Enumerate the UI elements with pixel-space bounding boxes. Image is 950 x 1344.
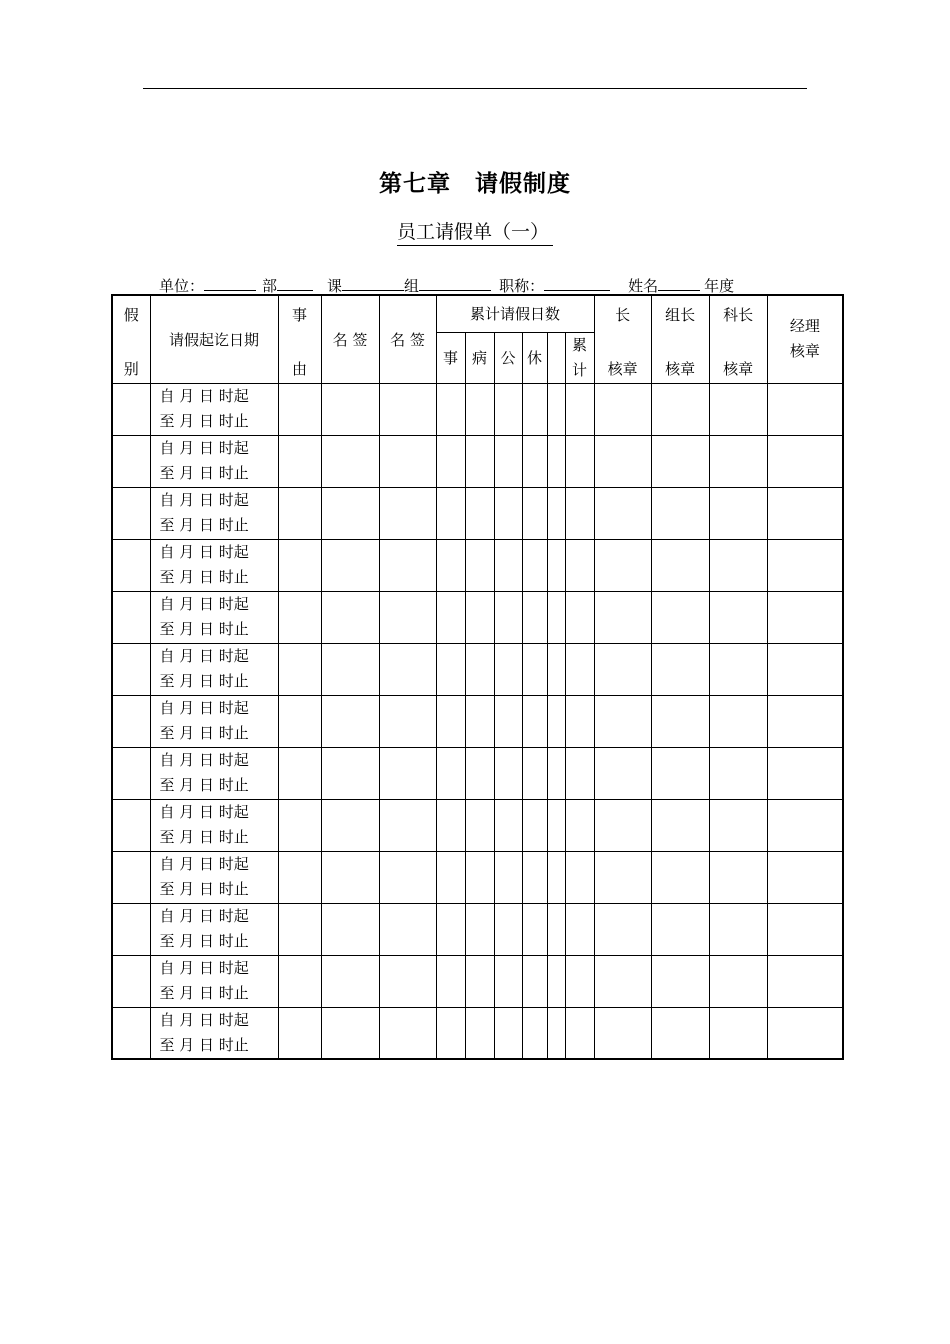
header-section-chief (709, 295, 767, 383)
days-blank-cell[interactable] (547, 747, 565, 799)
period-from: 自 月 日 时起 (159, 595, 249, 613)
days-official-cell[interactable] (494, 539, 522, 591)
days-total-cell[interactable] (565, 1007, 594, 1059)
days-official-cell[interactable] (494, 643, 522, 695)
days-sick-cell[interactable] (465, 851, 494, 903)
reason-cell[interactable] (278, 591, 321, 643)
sign-2-cell[interactable] (379, 695, 436, 747)
period-cell[interactable] (150, 643, 278, 695)
section-chief-stamp-cell[interactable] (709, 643, 767, 695)
days-personal-cell[interactable] (436, 487, 465, 539)
period-to: 至 月 日 时止 (159, 828, 249, 846)
manager-stamp-cell[interactable] (767, 851, 843, 903)
sign-2-cell[interactable] (379, 591, 436, 643)
sign-1-cell[interactable] (321, 799, 379, 851)
leave-type-cell[interactable] (112, 955, 150, 1007)
table-row (112, 747, 843, 799)
days-total-cell[interactable] (565, 591, 594, 643)
header-reason-top: 事 (291, 306, 307, 324)
days-personal-cell[interactable] (436, 435, 465, 487)
title-blank[interactable] (544, 276, 610, 291)
sign-2-cell[interactable] (379, 799, 436, 851)
days-rest-cell[interactable] (522, 799, 547, 851)
days-blank-cell[interactable] (547, 903, 565, 955)
chief-stamp-cell[interactable] (594, 955, 651, 1007)
days-rest-cell[interactable] (522, 955, 547, 1007)
form-title: 员工请假单（一） (397, 221, 553, 246)
days-sick-cell[interactable] (465, 903, 494, 955)
leave-form-table (111, 294, 844, 1060)
section-chief-stamp-cell[interactable] (709, 695, 767, 747)
reason-cell[interactable] (278, 1007, 321, 1059)
leave-type-cell[interactable] (112, 747, 150, 799)
table-row (112, 643, 843, 695)
name-label: 姓名 (628, 277, 659, 295)
days-total-cell[interactable] (565, 955, 594, 1007)
section-label: 课 (327, 277, 343, 295)
days-total-cell[interactable] (565, 851, 594, 903)
header-leave-type-top: 假 (123, 306, 139, 324)
table-row (112, 435, 843, 487)
period-cell[interactable] (150, 695, 278, 747)
leave-type-cell[interactable] (112, 643, 150, 695)
year-label: 年度 (704, 277, 735, 295)
header-manager (767, 295, 843, 383)
header-row-1 (112, 295, 843, 332)
chief-stamp-cell[interactable] (594, 539, 651, 591)
info-line (159, 275, 734, 295)
manager-stamp-cell[interactable] (767, 747, 843, 799)
days-sick-cell[interactable] (465, 1007, 494, 1059)
days-rest-cell[interactable] (522, 487, 547, 539)
manager-stamp-cell[interactable] (767, 539, 843, 591)
period-cell[interactable] (150, 747, 278, 799)
days-total-cell[interactable] (565, 799, 594, 851)
days-rest-cell[interactable] (522, 435, 547, 487)
days-total-cell[interactable] (565, 643, 594, 695)
table-row (112, 591, 843, 643)
days-total-cell[interactable] (565, 747, 594, 799)
sign-2-cell[interactable] (379, 487, 436, 539)
leave-type-cell[interactable] (112, 435, 150, 487)
section-chief-stamp-cell[interactable] (709, 539, 767, 591)
days-personal-cell[interactable] (436, 1007, 465, 1059)
header-chief (594, 295, 651, 383)
sign-1-cell[interactable] (321, 435, 379, 487)
period-to: 至 月 日 时止 (159, 724, 249, 742)
days-sick-cell[interactable] (465, 643, 494, 695)
reason-cell[interactable] (278, 539, 321, 591)
manager-stamp-cell[interactable] (767, 799, 843, 851)
days-personal-cell[interactable] (436, 383, 465, 435)
period-cell[interactable] (150, 539, 278, 591)
days-official-cell[interactable] (494, 799, 522, 851)
reason-cell[interactable] (278, 747, 321, 799)
group-leader-stamp-cell[interactable] (651, 851, 709, 903)
table-row (112, 539, 843, 591)
header-sign-2: 名 签 (379, 295, 436, 383)
header-reason-bottom: 由 (291, 359, 307, 378)
period-from: 自 月 日 时起 (159, 491, 249, 509)
reason-cell[interactable] (278, 643, 321, 695)
section-chief-stamp-cell[interactable] (709, 903, 767, 955)
chief-stamp-cell[interactable] (594, 435, 651, 487)
header-group-leader-top: 组长 (665, 306, 696, 324)
header-leave-type (112, 295, 150, 383)
period-to: 至 月 日 时止 (159, 620, 249, 638)
days-blank-cell[interactable] (547, 851, 565, 903)
period-to: 至 月 日 时止 (159, 776, 249, 794)
chief-stamp-cell[interactable] (594, 383, 651, 435)
header-sub-total-bottom: 计 (572, 360, 588, 379)
days-blank-cell[interactable] (547, 799, 565, 851)
period-cell[interactable] (150, 1007, 278, 1059)
days-blank-cell[interactable] (547, 591, 565, 643)
table-row (112, 851, 843, 903)
leave-type-cell[interactable] (112, 591, 150, 643)
header-group-leader (651, 295, 709, 383)
reason-cell[interactable] (278, 487, 321, 539)
group-leader-stamp-cell[interactable] (651, 487, 709, 539)
sign-2-cell[interactable] (379, 903, 436, 955)
manager-stamp-cell[interactable] (767, 1007, 843, 1059)
sign-1-cell[interactable] (321, 1007, 379, 1059)
chief-stamp-cell[interactable] (594, 695, 651, 747)
section-chief-stamp-cell[interactable] (709, 591, 767, 643)
days-blank-cell[interactable] (547, 539, 565, 591)
days-sick-cell[interactable] (465, 955, 494, 1007)
period-from: 自 月 日 时起 (159, 647, 249, 665)
days-official-cell[interactable] (494, 591, 522, 643)
group-leader-stamp-cell[interactable] (651, 799, 709, 851)
chief-stamp-cell[interactable] (594, 903, 651, 955)
days-personal-cell[interactable] (436, 903, 465, 955)
days-sick-cell[interactable] (465, 539, 494, 591)
header-group-leader-bottom: 核章 (665, 359, 696, 378)
days-sick-cell[interactable] (465, 591, 494, 643)
name-blank[interactable] (658, 276, 700, 291)
period-from: 自 月 日 时起 (159, 855, 249, 873)
sign-1-cell[interactable] (321, 383, 379, 435)
table-row (112, 955, 843, 1007)
section-chief-stamp-cell[interactable] (709, 799, 767, 851)
dept-label: 部 (262, 277, 278, 295)
group-leader-stamp-cell[interactable] (651, 695, 709, 747)
period-to: 至 月 日 时止 (159, 1035, 249, 1054)
days-sick-cell[interactable] (465, 695, 494, 747)
sign-1-cell[interactable] (321, 695, 379, 747)
days-sick-cell[interactable] (465, 435, 494, 487)
period-cell[interactable] (150, 903, 278, 955)
days-blank-cell[interactable] (547, 487, 565, 539)
reason-cell[interactable] (278, 799, 321, 851)
days-personal-cell[interactable] (436, 799, 465, 851)
table-row (112, 695, 843, 747)
form-title-wrap (0, 221, 950, 246)
table-row (112, 903, 843, 955)
group-leader-stamp-cell[interactable] (651, 1007, 709, 1059)
days-official-cell[interactable] (494, 955, 522, 1007)
days-rest-cell[interactable] (522, 695, 547, 747)
sign-1-cell[interactable] (321, 487, 379, 539)
days-personal-cell[interactable] (436, 539, 465, 591)
reason-cell[interactable] (278, 955, 321, 1007)
sign-2-cell[interactable] (379, 747, 436, 799)
days-total-cell[interactable] (565, 695, 594, 747)
period-from: 自 月 日 时起 (159, 907, 249, 925)
group-blank[interactable] (419, 276, 491, 291)
sign-1-cell[interactable] (321, 539, 379, 591)
sign-2-cell[interactable] (379, 435, 436, 487)
period-from: 自 月 日 时起 (159, 543, 249, 561)
days-sick-cell[interactable] (465, 487, 494, 539)
period-cell[interactable] (150, 435, 278, 487)
reason-cell[interactable] (278, 851, 321, 903)
group-leader-stamp-cell[interactable] (651, 955, 709, 1007)
section-chief-stamp-cell[interactable] (709, 747, 767, 799)
sign-2-cell[interactable] (379, 643, 436, 695)
section-chief-stamp-cell[interactable] (709, 851, 767, 903)
period-cell[interactable] (150, 383, 278, 435)
reason-cell[interactable] (278, 695, 321, 747)
group-leader-stamp-cell[interactable] (651, 747, 709, 799)
header-leave-type-bottom: 别 (123, 359, 139, 378)
period-from: 自 月 日 时起 (159, 751, 249, 769)
header-sub-sick: 病 (465, 332, 494, 383)
sign-2-cell[interactable] (379, 539, 436, 591)
chief-stamp-cell[interactable] (594, 487, 651, 539)
period-cell[interactable] (150, 799, 278, 851)
days-blank-cell[interactable] (547, 695, 565, 747)
header-manager-top: 经理 (789, 317, 820, 336)
manager-stamp-cell[interactable] (767, 643, 843, 695)
days-total-cell[interactable] (565, 539, 594, 591)
table-row (112, 487, 843, 539)
leave-type-cell[interactable] (112, 383, 150, 435)
days-rest-cell[interactable] (522, 383, 547, 435)
table-row (112, 383, 843, 435)
leave-type-cell[interactable] (112, 695, 150, 747)
days-rest-cell[interactable] (522, 591, 547, 643)
chief-stamp-cell[interactable] (594, 799, 651, 851)
manager-stamp-cell[interactable] (767, 695, 843, 747)
leave-type-cell[interactable] (112, 1007, 150, 1059)
group-label: 组 (404, 277, 420, 295)
days-personal-cell[interactable] (436, 643, 465, 695)
leave-type-cell[interactable] (112, 539, 150, 591)
period-cell[interactable] (150, 487, 278, 539)
chief-stamp-cell[interactable] (594, 851, 651, 903)
header-sub-total-top: 累 (572, 335, 588, 354)
chapter-title: 第七章 请假制度 (379, 171, 571, 197)
days-total-cell[interactable] (565, 435, 594, 487)
header-sign-1: 名 签 (321, 295, 379, 383)
period-to: 至 月 日 时止 (159, 932, 249, 950)
chief-stamp-cell[interactable] (594, 747, 651, 799)
header-reason (278, 295, 321, 383)
days-personal-cell[interactable] (436, 591, 465, 643)
period-from: 自 月 日 时起 (159, 387, 249, 405)
header-period: 请假起讫日期 (150, 295, 278, 383)
days-rest-cell[interactable] (522, 1007, 547, 1059)
header-section-chief-top: 科长 (723, 306, 754, 324)
days-rest-cell[interactable] (522, 539, 547, 591)
unit-label: 单位： (159, 277, 205, 295)
sign-1-cell[interactable] (321, 591, 379, 643)
table-row (112, 1007, 843, 1059)
sign-2-cell[interactable] (379, 851, 436, 903)
days-official-cell[interactable] (494, 695, 522, 747)
days-sick-cell[interactable] (465, 383, 494, 435)
days-rest-cell[interactable] (522, 903, 547, 955)
header-manager-bottom: 核章 (789, 342, 820, 361)
period-to: 至 月 日 时止 (159, 412, 249, 430)
group-leader-stamp-cell[interactable] (651, 903, 709, 955)
days-personal-cell[interactable] (436, 747, 465, 799)
days-personal-cell[interactable] (436, 851, 465, 903)
period-from: 自 月 日 时起 (159, 699, 249, 717)
period-to: 至 月 日 时止 (159, 984, 249, 1002)
days-total-cell[interactable] (565, 903, 594, 955)
section-blank[interactable] (342, 276, 404, 291)
header-cumulative: 累计请假日数 (436, 295, 594, 332)
table-row (112, 799, 843, 851)
sign-2-cell[interactable] (379, 955, 436, 1007)
days-blank-cell[interactable] (547, 435, 565, 487)
sign-1-cell[interactable] (321, 747, 379, 799)
group-leader-stamp-cell[interactable] (651, 383, 709, 435)
days-official-cell[interactable] (494, 903, 522, 955)
days-rest-cell[interactable] (522, 851, 547, 903)
group-leader-stamp-cell[interactable] (651, 435, 709, 487)
unit-blank[interactable] (204, 276, 256, 291)
manager-stamp-cell[interactable] (767, 903, 843, 955)
days-official-cell[interactable] (494, 487, 522, 539)
days-blank-cell[interactable] (547, 383, 565, 435)
days-official-cell[interactable] (494, 435, 522, 487)
days-total-cell[interactable] (565, 487, 594, 539)
reason-cell[interactable] (278, 435, 321, 487)
manager-stamp-cell[interactable] (767, 435, 843, 487)
manager-stamp-cell[interactable] (767, 591, 843, 643)
section-chief-stamp-cell[interactable] (709, 1007, 767, 1059)
period-cell[interactable] (150, 851, 278, 903)
header-sub-blank (547, 332, 565, 383)
manager-stamp-cell[interactable] (767, 955, 843, 1007)
period-to: 至 月 日 时止 (159, 516, 249, 534)
section-chief-stamp-cell[interactable] (709, 955, 767, 1007)
header-sub-total (565, 332, 594, 383)
period-cell[interactable] (150, 955, 278, 1007)
period-to: 至 月 日 时止 (159, 880, 249, 898)
section-chief-stamp-cell[interactable] (709, 383, 767, 435)
chief-stamp-cell[interactable] (594, 1007, 651, 1059)
sign-1-cell[interactable] (321, 851, 379, 903)
sign-1-cell[interactable] (321, 643, 379, 695)
days-sick-cell[interactable] (465, 799, 494, 851)
days-personal-cell[interactable] (436, 955, 465, 1007)
days-rest-cell[interactable] (522, 747, 547, 799)
title-label: 职称： (499, 277, 545, 295)
days-personal-cell[interactable] (436, 695, 465, 747)
days-official-cell[interactable] (494, 1007, 522, 1059)
sign-1-cell[interactable] (321, 903, 379, 955)
header-sub-rest: 休 (522, 332, 547, 383)
chief-stamp-cell[interactable] (594, 643, 651, 695)
leave-type-cell[interactable] (112, 851, 150, 903)
days-official-cell[interactable] (494, 383, 522, 435)
period-from: 自 月 日 时起 (159, 1010, 249, 1029)
group-leader-stamp-cell[interactable] (651, 643, 709, 695)
period-from: 自 月 日 时起 (159, 439, 249, 457)
header-chief-top: 长 (615, 306, 631, 324)
group-leader-stamp-cell[interactable] (651, 539, 709, 591)
group-leader-stamp-cell[interactable] (651, 591, 709, 643)
section-chief-stamp-cell[interactable] (709, 435, 767, 487)
period-to: 至 月 日 时止 (159, 464, 249, 482)
days-total-cell[interactable] (565, 383, 594, 435)
chief-stamp-cell[interactable] (594, 591, 651, 643)
sign-2-cell[interactable] (379, 1007, 436, 1059)
top-rule (143, 88, 807, 89)
header-sub-personal: 事 (436, 332, 465, 383)
days-rest-cell[interactable] (522, 643, 547, 695)
period-from: 自 月 日 时起 (159, 959, 249, 977)
days-blank-cell[interactable] (547, 955, 565, 1007)
sign-2-cell[interactable] (379, 383, 436, 435)
days-official-cell[interactable] (494, 747, 522, 799)
header-sub-official: 公 (494, 332, 522, 383)
section-chief-stamp-cell[interactable] (709, 487, 767, 539)
days-blank-cell[interactable] (547, 1007, 565, 1059)
period-to: 至 月 日 时止 (159, 672, 249, 690)
period-cell[interactable] (150, 591, 278, 643)
days-blank-cell[interactable] (547, 643, 565, 695)
period-from: 自 月 日 时起 (159, 803, 249, 821)
reason-cell[interactable] (278, 383, 321, 435)
leave-type-cell[interactable] (112, 487, 150, 539)
manager-stamp-cell[interactable] (767, 383, 843, 435)
dept-blank[interactable] (277, 276, 313, 291)
manager-stamp-cell[interactable] (767, 487, 843, 539)
leave-type-cell[interactable] (112, 799, 150, 851)
leave-type-cell[interactable] (112, 903, 150, 955)
period-to: 至 月 日 时止 (159, 568, 249, 586)
days-official-cell[interactable] (494, 851, 522, 903)
header-chief-bottom: 核章 (607, 359, 638, 378)
sign-1-cell[interactable] (321, 955, 379, 1007)
reason-cell[interactable] (278, 903, 321, 955)
header-section-chief-bottom: 核章 (723, 359, 754, 378)
days-sick-cell[interactable] (465, 747, 494, 799)
